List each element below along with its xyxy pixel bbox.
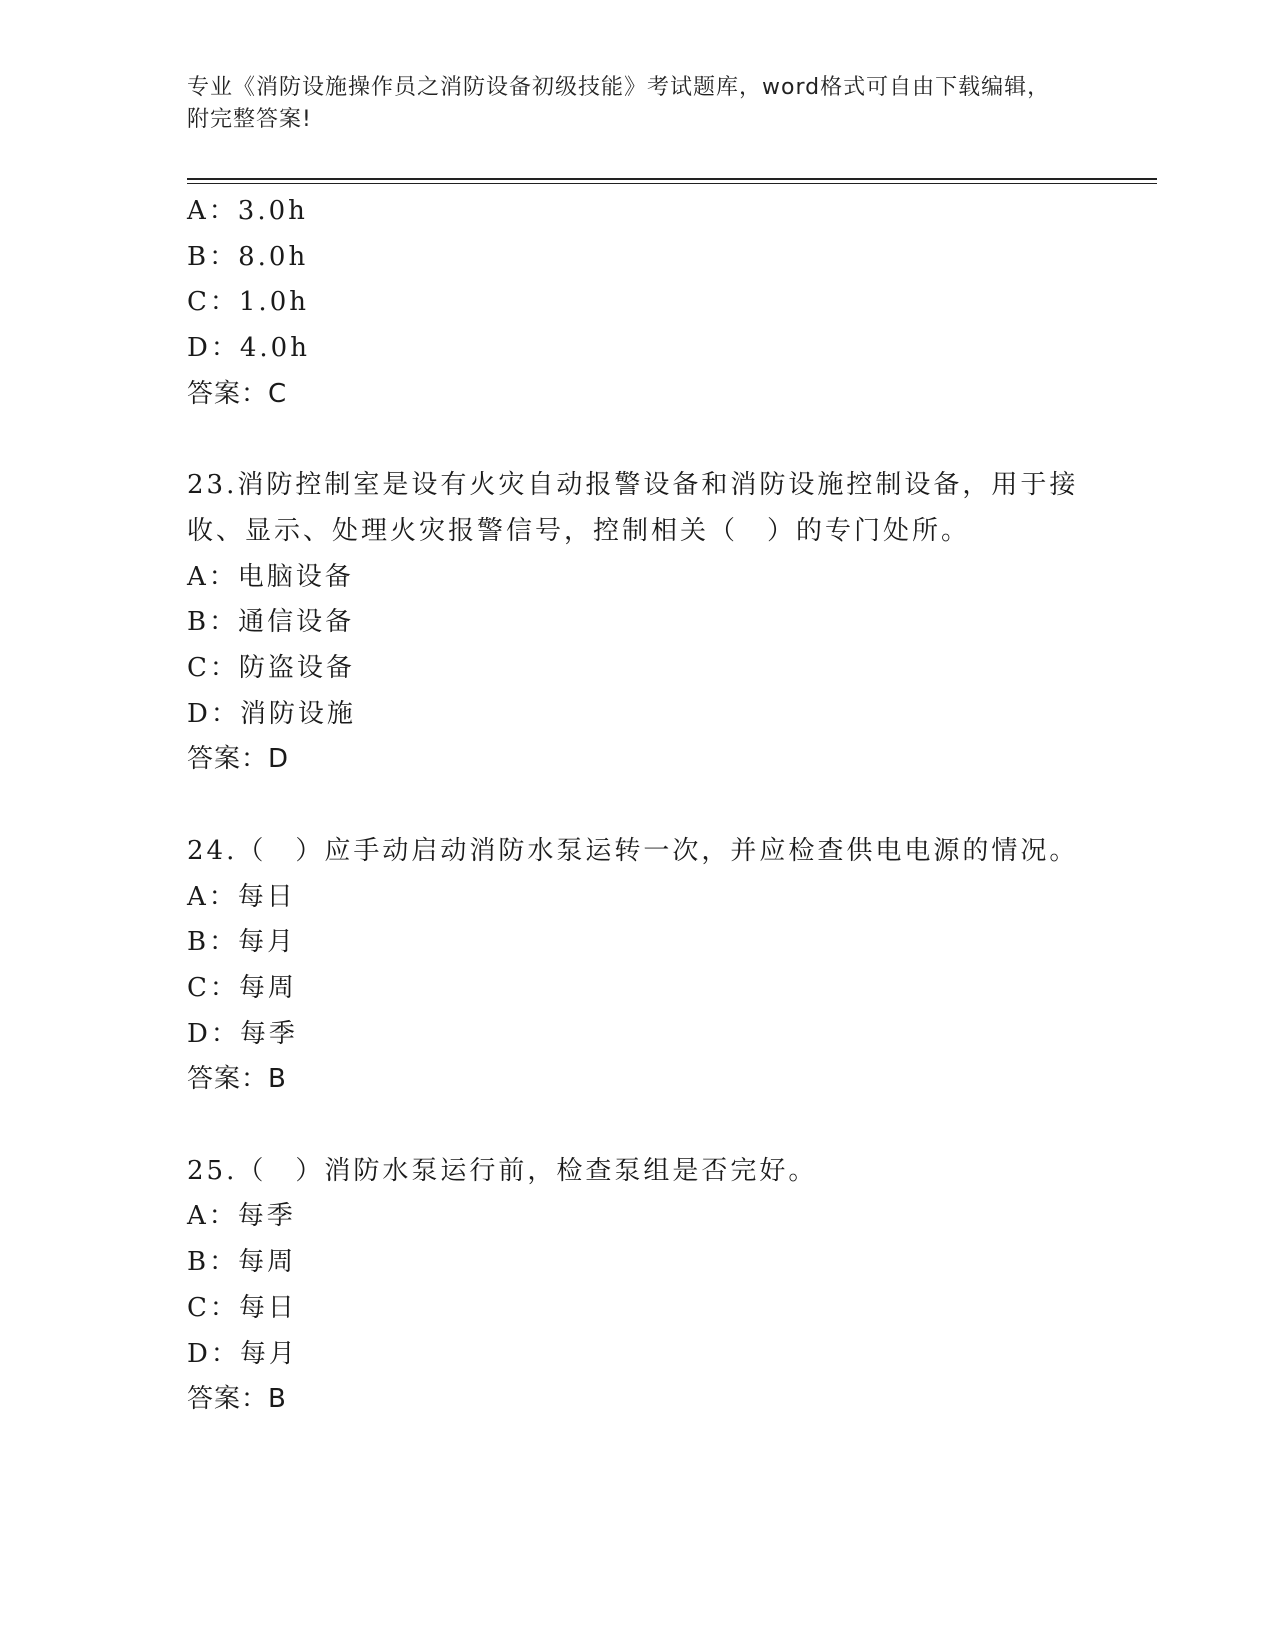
- answer-line: 答案：C: [187, 378, 288, 409]
- option-a: A：每季: [187, 1201, 296, 1232]
- option-b: B：每月: [187, 927, 297, 958]
- option-c: C：防盗设备: [187, 653, 355, 684]
- option-a: A：电脑设备: [187, 561, 354, 592]
- option-c: C：1.0h: [187, 287, 309, 318]
- answer-line: 答案：B: [187, 1384, 287, 1415]
- question-24: [187, 829, 1087, 1103]
- option-d: D：消防设施: [187, 698, 356, 729]
- option-a: A：每日: [187, 881, 296, 912]
- answer-line: 答案：B: [187, 1064, 287, 1095]
- question-text: 23.消防控制室是设有火灾自动报警设备和消防设施控制设备，用于接收、显示、处理火灾报警信号，控制相关（ ）的专门处所。: [187, 470, 1079, 546]
- question-25: [187, 1149, 1087, 1423]
- option-b: B：8.0h: [187, 241, 309, 272]
- header-rule-thin: [187, 183, 1157, 184]
- option-d: D：每月: [187, 1338, 298, 1369]
- option-d: D：4.0h: [187, 333, 310, 364]
- question-text: 25.（ ）消防水泵运行前，检查泵组是否完好。: [187, 1155, 818, 1186]
- option-b: B：通信设备: [187, 607, 355, 638]
- option-c: C：每周: [187, 972, 297, 1003]
- option-b: B：每周: [187, 1247, 297, 1278]
- question-text: 24.（ ）应手动启动消防水泵运转一次，并应检查供电电源的情况。: [187, 835, 1079, 866]
- answer-line: 答案：D: [187, 744, 290, 775]
- question-23: [187, 463, 1087, 783]
- question-list: [187, 189, 1087, 1423]
- option-c: C：每日: [187, 1292, 297, 1323]
- option-a: A：3.0h: [187, 196, 308, 226]
- header-rule-thick: [187, 178, 1157, 180]
- document-header: 专业《消防设施操作员之消防设备初级技能》考试题库，word格式可自由下载编辑，附完整答案!: [187, 75, 1051, 132]
- option-d: D：每季: [187, 1018, 298, 1049]
- question-22: [187, 189, 1087, 418]
